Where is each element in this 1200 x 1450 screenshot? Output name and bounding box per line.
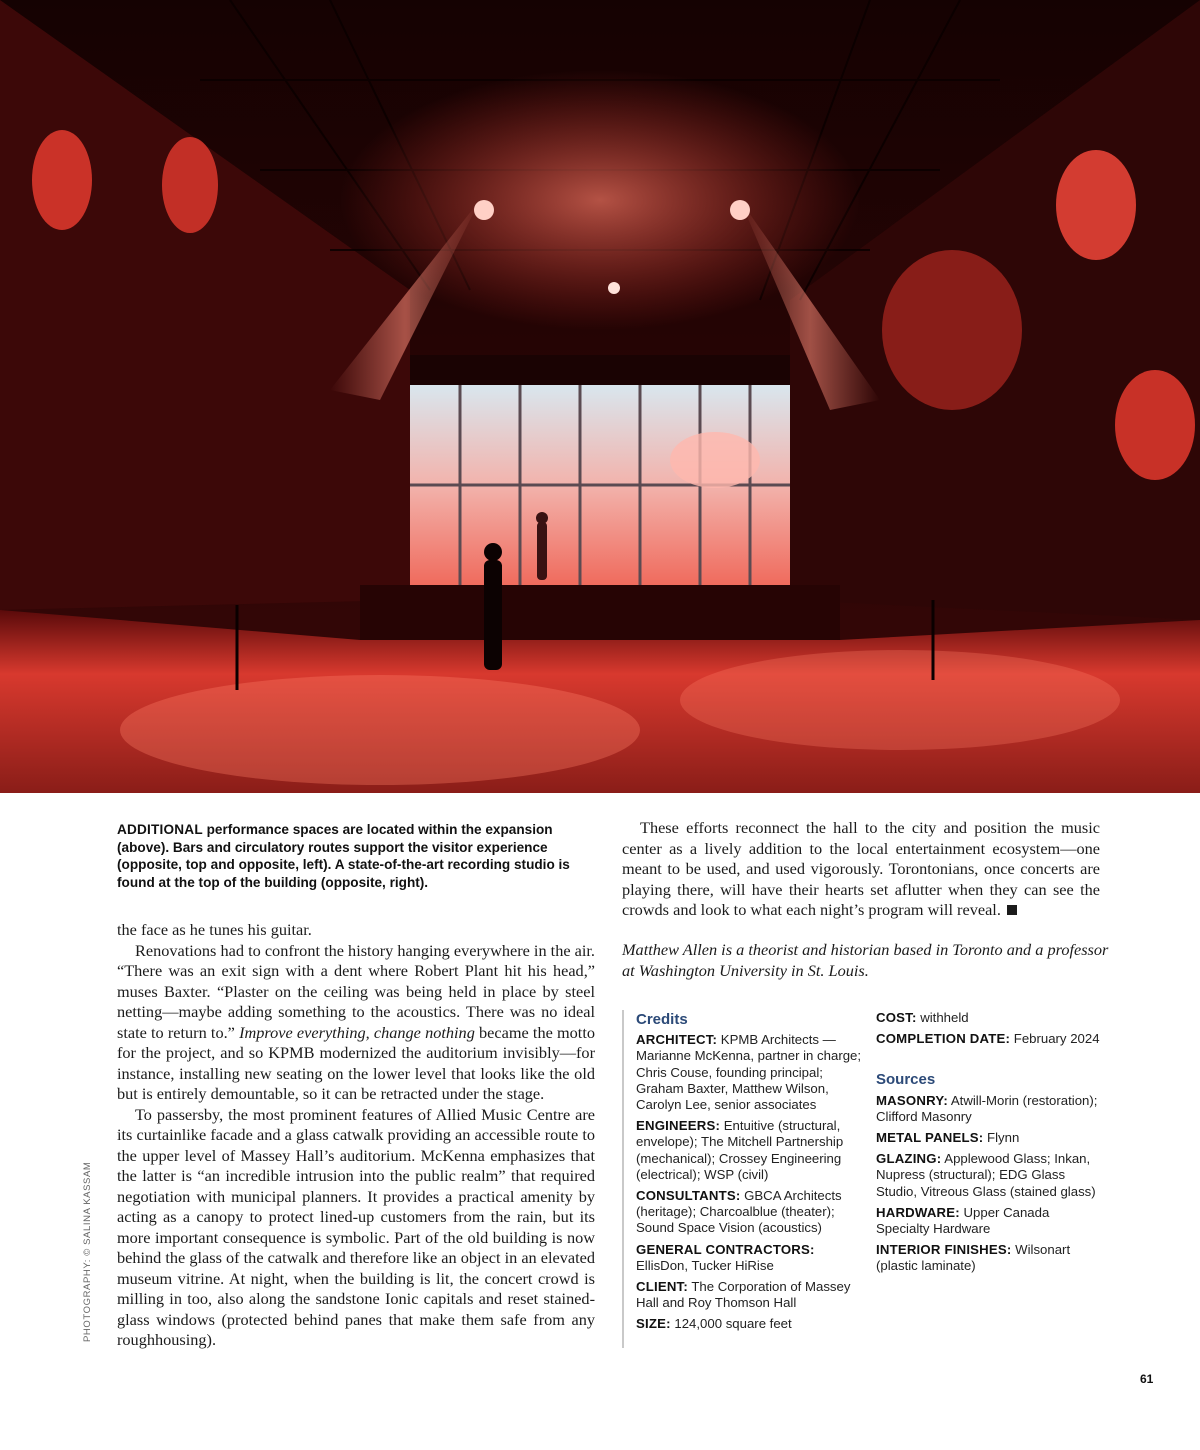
credits-heading: Credits: [636, 1011, 688, 1028]
credit-key: ENGINEERS:: [636, 1118, 721, 1134]
credit-key: COMPLETION DATE:: [876, 1031, 1011, 1047]
credit-key: CLIENT:: [636, 1279, 688, 1295]
source-value: Flynn: [983, 1130, 1020, 1146]
credit-key: ARCHITECT:: [636, 1032, 718, 1048]
paragraph-text: These efforts reconnect the hall to the city and position the music center as a lively addition to the local entertainment ecosystem—one meant to be used, and used vigorously. Torontonians, once concerts are playing there, will have their hearts set aflutter when they can see the crowds and look to what each night’s program will reveal.: [622, 818, 1100, 919]
photo-credit: PHOTOGRAPHY: © SALINA KASSAM: [82, 1161, 93, 1342]
source-value: Atwill-Morin (restoration); Clifford Masonry: [876, 1092, 1098, 1124]
article-body-right: [622, 818, 1100, 921]
credit-item: [636, 1188, 868, 1237]
credit-key: CONSULTANTS:: [636, 1188, 741, 1204]
source-key: METAL PANELS:: [876, 1130, 984, 1146]
credit-key: COST:: [876, 1010, 917, 1025]
source-key: GLAZING:: [876, 1151, 942, 1167]
credit-value: February 2024: [1010, 1031, 1100, 1047]
page-number: 61: [1140, 1372, 1154, 1386]
credit-value: GBCA Architects (heritage); Charcoalblue (theater); Sound Space Vision (acoustics): [636, 1188, 842, 1236]
source-key: INTERIOR FINISHES:: [876, 1242, 1012, 1258]
source-item: [876, 1093, 1100, 1125]
source-item: [876, 1242, 1100, 1274]
source-value: Wilsonart (plastic laminate): [876, 1242, 1071, 1274]
credit-item: [636, 1279, 868, 1311]
source-value: Upper Canada Specialty Hardware: [876, 1204, 1050, 1237]
paragraph-italic: Improve everything, change nothing: [239, 1022, 475, 1042]
credit-key: SIZE:: [636, 1316, 671, 1332]
credit-value: The Corporation of Massey Hall and Roy Thomson Hall: [636, 1279, 851, 1311]
credit-value: Entuitive (structural, envelope); The Mitchell Partnership (mechanical); Crossey Engineering (electrical); WSP (civil): [636, 1118, 844, 1182]
paragraph: [117, 941, 595, 1105]
source-item: [876, 1205, 1100, 1237]
credit-item: [636, 1032, 868, 1113]
credit-item: [636, 1316, 868, 1332]
paragraph-text: Renovations had to confront the history hanging everywhere in the air. “There was an exit sign with a dent where Robert Plant hit his head,” muses Baxter. “Plaster on the ceiling was being held in place by steel netting—maybe adding something to the acoustics. There was no ideal state to return to.”: [117, 940, 595, 1042]
article-body-left: [117, 920, 595, 1351]
source-item: [876, 1151, 1100, 1200]
end-mark-icon: [1007, 905, 1017, 915]
paragraph: To passersby, the most prominent features of Allied Music Centre are its curtainlike facade and a glass catwalk providing an accessible route to the upper level of Massey Hall’s auditorium. McKenna emphasizes that the latter is “an incredible intrusion into the public realm” that required negotiation with municipal planners. It provides a practical amenity by acting as a canopy to protect lined-up customers from the rain, but its more important consequence is symbolic. Part of the old building is now behind the glass of the catwalk and therefore like an object in an elevated museum vitrine. At night, when the building is lit, the concert crowd is milling in too, also along the sandstone Ionic capitals and reset stained-glass windows (protected behind panes that make them safe from any roughhousing).: [117, 1104, 595, 1349]
credit-item: [636, 1242, 868, 1274]
credit-item: [876, 1031, 1100, 1047]
credits-column-1: [622, 1010, 868, 1348]
source-value: Applewood Glass; Inkan, Nupress (structural); EDG Glass Studio, Vitreous Glass (stained glass): [876, 1151, 1096, 1199]
photo-caption: [117, 821, 587, 891]
paragraph: the face as he tunes his guitar.: [117, 920, 312, 939]
author-bio: Matthew Allen is a theorist and historian based in Toronto and a professor at Washington University in St. Louis.: [622, 940, 1109, 980]
credit-value: EllisDon, Tucker HiRise: [636, 1257, 774, 1273]
credits-column-2: [876, 1010, 1100, 1280]
sources-heading: Sources: [876, 1071, 936, 1089]
paragraph: [622, 818, 1100, 921]
credit-item: [636, 1118, 868, 1183]
credit-value: withheld: [916, 1010, 969, 1025]
caption-text: performance spaces are located within the expansion (above). Bars and circulatory routes support the visitor experience (opposite, top and opposite, left). A state-of-the-art recording studio is found at the top of the building (opposite, right).: [117, 822, 570, 890]
source-item: [876, 1130, 1100, 1146]
credit-item: [876, 1010, 1100, 1026]
credit-value: 124,000 square feet: [670, 1316, 792, 1332]
credit-key: GENERAL CONTRACTORS:: [636, 1241, 815, 1257]
credit-value: KPMB Architects — Marianne McKenna, partner in charge; Chris Couse, founding principal; Graham Baxter, Matthew Wilson, Carolyn Lee, senior associates: [636, 1032, 862, 1113]
paragraph-text: became the motto for the project, and so KPMB modernized the auditorium invisibly—for instance, installing new seating on the lower level that looks like the old but is entirely demountable, so it can be retracted under the stage.: [117, 1022, 595, 1103]
caption-lead: ADDITIONAL: [117, 822, 203, 837]
source-key: HARDWARE:: [876, 1204, 960, 1220]
credits-box: [622, 1010, 1100, 1350]
source-key: MASONRY:: [876, 1092, 948, 1108]
